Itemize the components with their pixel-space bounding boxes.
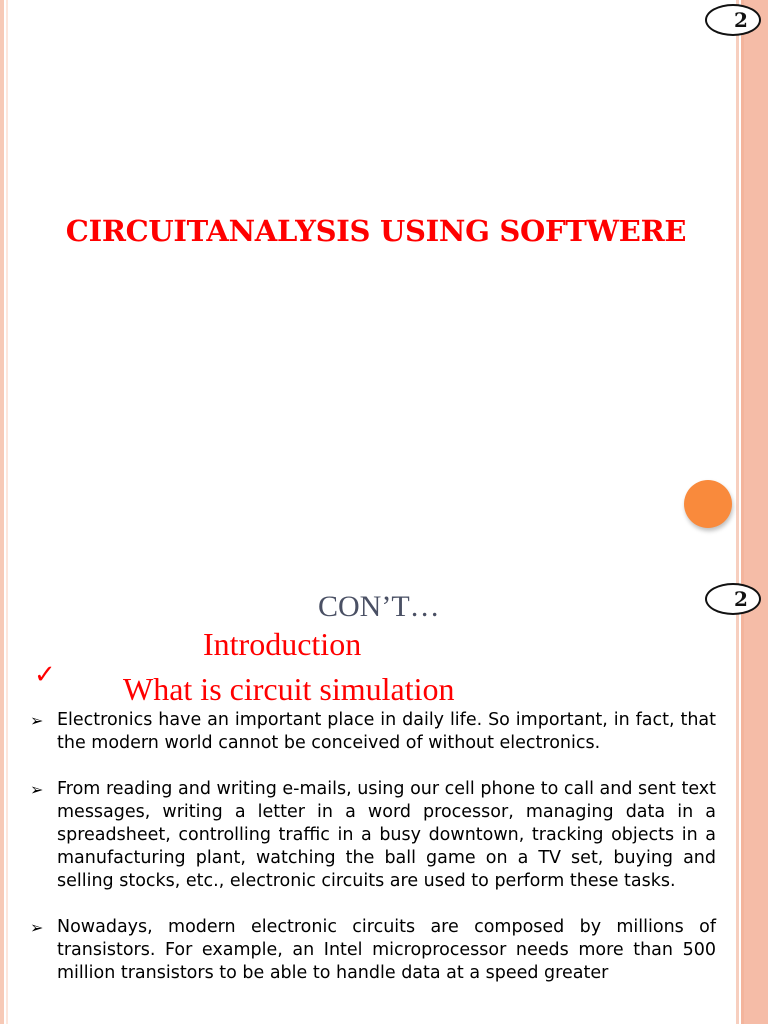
orange-circle-decoration bbox=[684, 480, 732, 528]
left-border-stripe bbox=[0, 0, 4, 1024]
continued-label: CON’T… bbox=[318, 590, 440, 623]
check-icon: ✓ bbox=[34, 660, 56, 690]
list-item bbox=[30, 709, 716, 755]
list-item bbox=[30, 778, 716, 893]
arrow-bullet-icon: ➢ bbox=[30, 711, 44, 730]
bullet-text: Nowadays, modern electronic circuits are composed by millions of transistors. For example, an Intel microprocessor needs more than 500 million transistors to be able to handle data at a speed greater bbox=[57, 917, 716, 983]
bullet-list bbox=[30, 709, 716, 1008]
section-heading: Introduction bbox=[203, 626, 362, 662]
right-decorative-band bbox=[744, 0, 768, 1024]
arrow-bullet-icon: ➢ bbox=[30, 918, 44, 937]
slide-number-badge bbox=[705, 583, 761, 615]
arrow-bullet-icon: ➢ bbox=[30, 780, 44, 799]
slide-number: 2 bbox=[734, 8, 748, 32]
right-decorative-line bbox=[736, 0, 739, 1024]
list-item bbox=[30, 916, 716, 985]
left-border-stripe-inner bbox=[6, 0, 8, 1024]
slide-title: CIRCUITANALYSIS USING SOFTWERE bbox=[65, 214, 687, 248]
bullet-text: Electronics have an important place in daily life. So important, in fact, that the modern world cannot be conceived of without electronics. bbox=[57, 710, 716, 753]
slide-number: 2 bbox=[734, 587, 748, 611]
bullet-text: From reading and writing e-mails, using our cell phone to call and sent text messages, writing a letter in a word processor, managing data in a spreadsheet, controlling traffic in a busy downtown, tracking objects in a manufacturing plant, watching the ball game on a TV set, buying and selling stocks, etc., electronic circuits are used to perform these tasks. bbox=[57, 779, 716, 891]
right-decorative-line bbox=[741, 0, 744, 1024]
section-subheading: What is circuit simulation bbox=[123, 671, 455, 707]
slide-number-badge bbox=[705, 4, 761, 36]
